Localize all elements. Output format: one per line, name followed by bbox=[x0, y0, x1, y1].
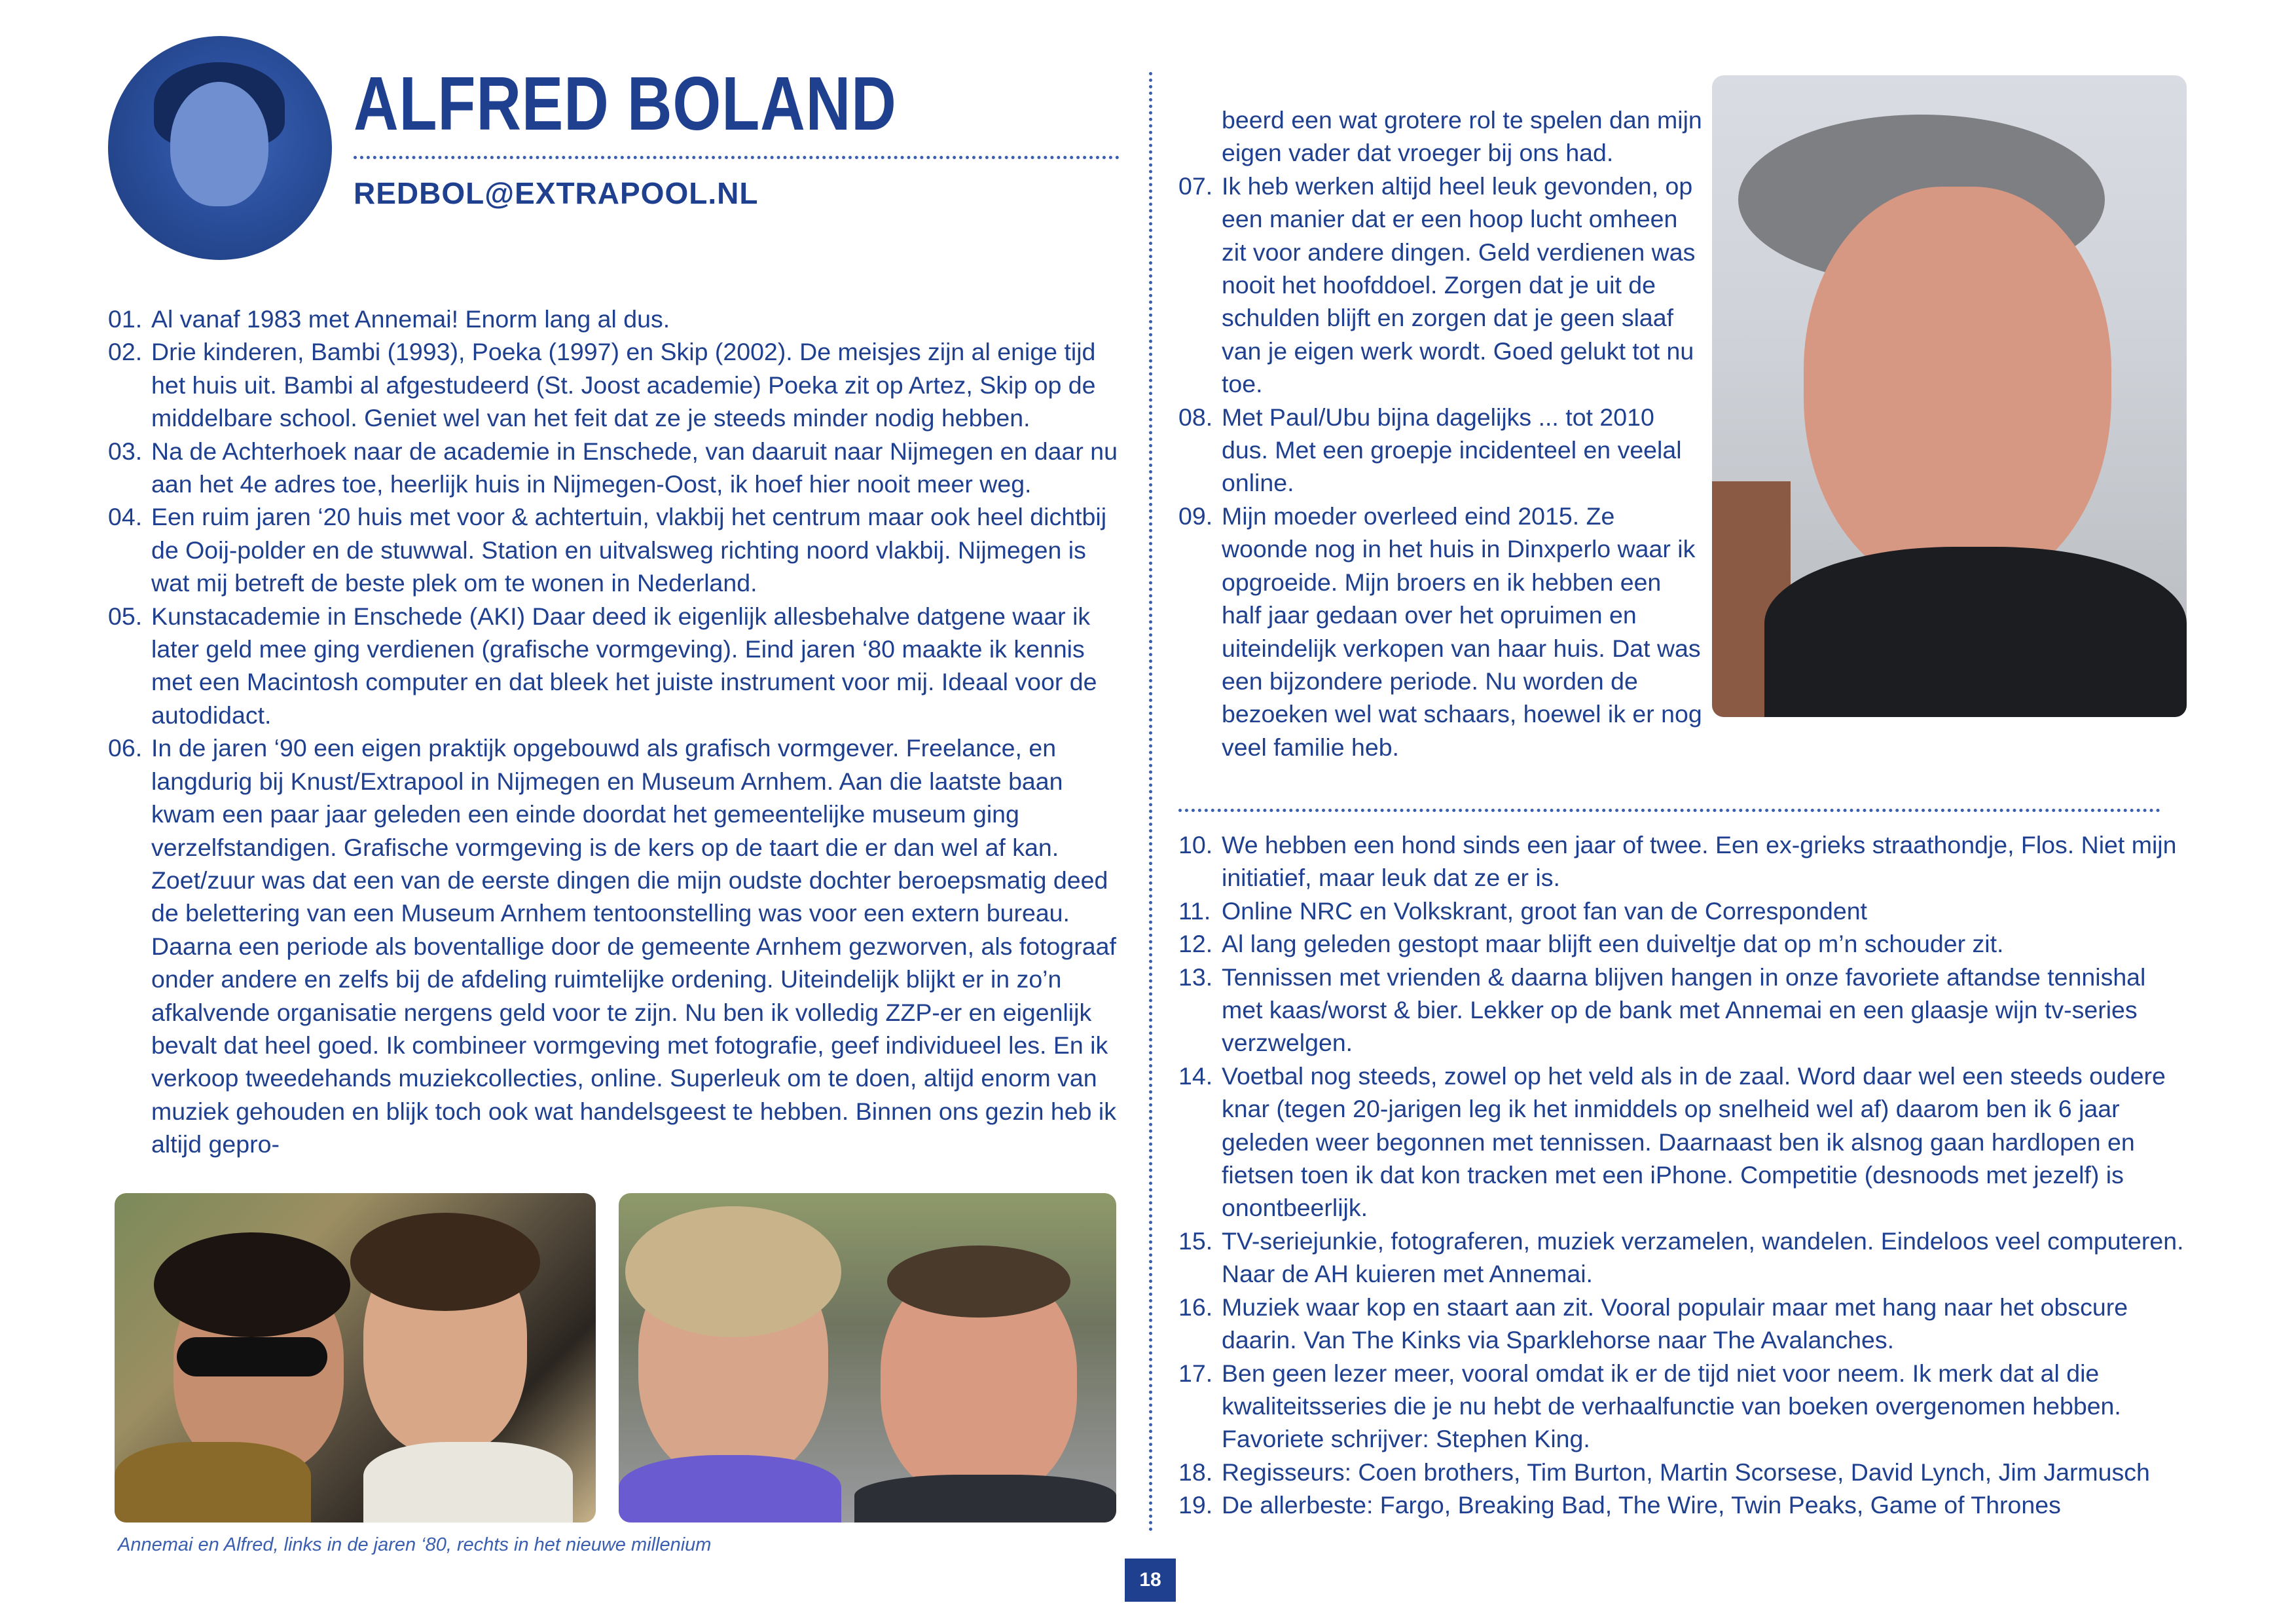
item-number: 09. bbox=[1178, 502, 1213, 530]
item-text: Ben geen lezer meer, vooral omdat ik er de tijd niet voor neem. Ik merk dat al die kwaliteitsseries die je nu hebt de verhaalfunctie van boeken overgenomen hebben. Favoriete schrijver: Stephen King. bbox=[1222, 1359, 2121, 1453]
item-text: Kunstacademie in Enschede (AKI) Daar deed ik eigenlijk allesbehalve datgene waar ik later geld mee ging verdienen (grafische vormgeving). Eind jaren ‘80 maakte ik kennis met een Macintosh computer en dat bleek het juiste instrument voor mij. Ideaal voor de autodidact. bbox=[151, 602, 1097, 729]
item-text: beerd een wat grotere rol te spelen dan mijn eigen vader dat vroeger bij ons had. bbox=[1222, 106, 1702, 167]
list-item bbox=[1178, 961, 2190, 1060]
list-item bbox=[108, 335, 1120, 434]
item-number: 03. bbox=[108, 437, 143, 465]
item-text: We hebben een hond sinds een jaar of twee. Een ex-grieks straathondje, Flos. Niet mijn initiatief, maar leuk dat ze er is. bbox=[1222, 831, 2177, 892]
list-item bbox=[108, 600, 1120, 732]
item-text: Online NRC en Volkskrant, groot fan van de Correspondent bbox=[1222, 896, 1867, 925]
item-text: Een ruim jaren ‘20 huis met voor & achtertuin, vlakbij het centrum maar ook heel dichtbij de Ooij-polder en de stuwwal. Station en uitvalsweg richting noord vlakbij. Nijmegen is wat mij betreft de beste plek om te wonen in Nederland. bbox=[151, 503, 1107, 597]
item-number: 10. bbox=[1178, 831, 1213, 858]
portrait-photo bbox=[1712, 75, 2187, 717]
column-divider bbox=[1149, 72, 1152, 1532]
list-item bbox=[1178, 1456, 2190, 1488]
item-text: Al vanaf 1983 met Annemai! Enorm lang al dus. bbox=[151, 305, 670, 333]
item-text: Drie kinderen, Bambi (1993), Poeka (1997) en Skip (2002). De meisjes zijn al enige tijd het huis uit. Bambi al afgestudeerd (St. Joost academie) Poeka zit op Artez, Skip op de middelbare school. Geniet wel van het feit dat ze je steeds minder nodig hebben. bbox=[151, 338, 1096, 432]
left-answer-list bbox=[108, 303, 1120, 1161]
item-number: 01. bbox=[108, 305, 143, 333]
right-top-answer-list bbox=[1178, 103, 1702, 764]
list-item bbox=[1178, 401, 1702, 500]
item-number: 07. bbox=[1178, 172, 1213, 200]
item-text: Tennissen met vrienden & daarna blijven hangen in onze favoriete aftandse tennishal met kaas/worst & bier. Lekker op de bank met Annemai en een glaasje wijn tv-series verzwelgen. bbox=[1222, 963, 2146, 1057]
item-number: 11. bbox=[1178, 896, 1211, 925]
list-item bbox=[108, 435, 1120, 501]
profile-avatar bbox=[108, 36, 332, 260]
photo-millennium bbox=[619, 1193, 1116, 1522]
avatar-face bbox=[170, 82, 268, 206]
item-text: Met Paul/Ubu bijna dagelijks ... tot 2010 dus. Met een groepje incidenteel en veelal online. bbox=[1222, 403, 1682, 497]
section-divider bbox=[1178, 809, 2160, 812]
list-item bbox=[1178, 500, 1702, 764]
list-item bbox=[1178, 1225, 2190, 1291]
list-item bbox=[1178, 1488, 2190, 1521]
item-text: Mijn moeder overleed eind 2015. Ze woonde nog in het huis in Dinxperlo waar ik opgroeide. Mijn broers en ik hebben een half jaar gedaan over het opruimen en uiteindelijk verkopen van haar huis. Dat was een bijzondere periode. Nu worden de bezoeken wel wat schaars, hoewel ik er nog veel familie heb. bbox=[1222, 502, 1702, 761]
item-number: 13. bbox=[1178, 963, 1213, 991]
item-text: TV-seriejunkie, fotograferen, muziek verzamelen, wandelen. Eindeloos veel computeren. Naar de AH kuieren met Annemai. bbox=[1222, 1227, 2184, 1288]
item-text: Al lang geleden gestopt maar blijft een duiveltje dat op m’n schouder zit. bbox=[1222, 930, 2004, 958]
list-item bbox=[1178, 1291, 2190, 1357]
photo-eighties bbox=[115, 1193, 596, 1522]
item-text: De allerbeste: Fargo, Breaking Bad, The Wire, Twin Peaks, Game of Thrones bbox=[1222, 1491, 2061, 1519]
list-item bbox=[1178, 927, 2190, 960]
header-divider bbox=[354, 156, 1120, 159]
item-number: 12. bbox=[1178, 930, 1213, 958]
list-item bbox=[108, 731, 1120, 1160]
item-text: Muziek waar kop en staart aan zit. Vooral populair maar met hang naar het obscure daarin. Van The Kinks via Sparklehorse naar The Avalanches. bbox=[1222, 1293, 2128, 1354]
item-number: 04. bbox=[108, 503, 143, 531]
list-item bbox=[1178, 1060, 2190, 1225]
item-text: Ik heb werken altijd heel leuk gevonden, op een manier dat er een hoop lucht omheen zit voor andere dingen. Geld verdienen was nooit het hoofddoel. Zorgen dat je uit de schulden blijft en zorgen dat je geen slaaf van je eigen werk wordt. Goed gelukt tot nu toe. bbox=[1222, 172, 1696, 398]
item-text: Na de Achterhoek naar de academie in Enschede, van daaruit naar Nijmegen en daar nu aan het 4e adres toe, heerlijk huis in Nijmegen-Oost, ik hoef hier nooit meer weg. bbox=[151, 437, 1118, 498]
list-item bbox=[1178, 1357, 2190, 1456]
photo-caption: Annemai en Alfred, links in de jaren ‘80, rechts in het nieuwe millenium bbox=[118, 1534, 712, 1555]
item-text: In de jaren ‘90 een eigen praktijk opgebouwd als grafisch vormgever. Freelance, en langdurig bij Knust/Extrapool in Nijmegen en Museum Arnhem. Aan die laatste baan kwam een paar jaar geleden een einde doordat het gemeentelijke museum ging verzelfstandigen. Grafische vormgeving is de kers op de taart die er dan wel af kan. Zoet/zuur was dat een van de eerste dingen die mijn oudste dochter beroepsmatig deed de belettering van een Museum Arnhem tentoonstelling was voor een extern bureau. Daarna een periode als boventallige door de gemeente Arnhem gezworven, als fotograaf onder andere en zelfs bij de afdeling ruimtelijke ordening. Uiteindelijk blijkt er in zo’n afkalvende organisatie nergens geld voor te zijn. Nu ben ik volledig ZZP-er en eigenlijk bevalt dat heel goed. Ik combineer vormgeving met fotografie, geef individueel les. En ik verkoop tweedehands muziekcollecties, online. Superleuk om te doen, altijd enorm van muziek gehouden en blijk toch ook wat handelsgeest te hebben. Binnen ons gezin heb ik altijd gepro- bbox=[151, 734, 1116, 1158]
item-text: Regisseurs: Coen brothers, Tim Burton, Martin Scorsese, David Lynch, Jim Jarmusch bbox=[1222, 1458, 2150, 1486]
list-item bbox=[108, 500, 1120, 599]
list-item bbox=[1178, 170, 1702, 401]
item-number: 19. bbox=[1178, 1491, 1213, 1519]
email-address: REDBOL@EXTRAPOOL.NL bbox=[354, 176, 759, 210]
person-name: ALFRED BOLAND bbox=[354, 61, 897, 146]
item-text: Voetbal nog steeds, zowel op het veld als in de zaal. Word daar wel een steeds oudere knar (tegen 20-jarigen leg ik het inmiddels op snelheid wel af) daarom ben ik 6 jaar geleden weer begonnen met tennissen. Daarnaast ben ik alsnog gaan hardlopen en fietsen toen ik dat kon tracken met een iPhone. Competitie (desnoods met jezelf) is onontbeerlijk. bbox=[1222, 1061, 2166, 1222]
item-number: 17. bbox=[1178, 1359, 1213, 1387]
item-number: 16. bbox=[1178, 1293, 1213, 1321]
item-number: 18. bbox=[1178, 1458, 1213, 1486]
list-item bbox=[1178, 828, 2190, 895]
right-bottom-answer-list bbox=[1178, 828, 2190, 1522]
item-number: 15. bbox=[1178, 1227, 1213, 1255]
item-number: 05. bbox=[108, 602, 143, 630]
item-number: 06. bbox=[108, 734, 143, 762]
item-number: 14. bbox=[1178, 1061, 1213, 1090]
item-number: 08. bbox=[1178, 403, 1213, 431]
page-number: 18 bbox=[1125, 1559, 1176, 1602]
list-item bbox=[1178, 895, 2190, 927]
item-number: 02. bbox=[108, 338, 143, 366]
list-item bbox=[1178, 103, 1702, 170]
list-item bbox=[108, 303, 1120, 335]
